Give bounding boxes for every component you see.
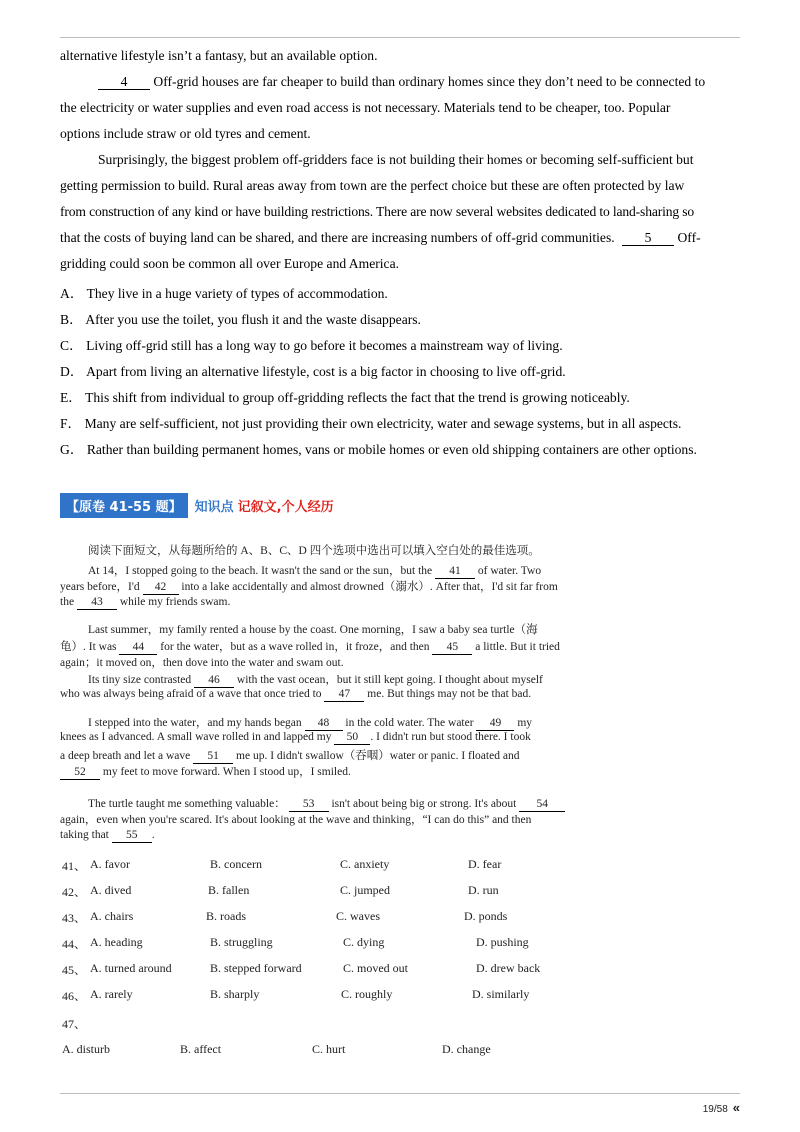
passage-line bbox=[60, 230, 701, 246]
cloze-line: Last summer，my family rented a house by the coast. One morning，I saw a baby sea turtle（海 bbox=[88, 624, 538, 636]
question-42: 42、 bbox=[62, 885, 87, 899]
cloze-line: who was always being afraid of a wave that once tried to 47 me. But things may not be that bad. bbox=[60, 688, 532, 700]
cloze-blank-46: 46 bbox=[194, 673, 234, 688]
option-c: C． Living off-grid still has a long way to go before it becomes a mainstream way of living. bbox=[60, 338, 563, 353]
choice-45-b[interactable]: B. stepped forward bbox=[210, 961, 302, 975]
choice-47-b[interactable]: B. affect bbox=[180, 1042, 222, 1056]
question-43: 43、 bbox=[62, 911, 87, 925]
choice-42-b[interactable]: B. fallen bbox=[208, 883, 250, 897]
choice-41-d[interactable]: D. fear bbox=[468, 857, 502, 871]
question-44: 44、 bbox=[62, 937, 87, 951]
passage-text: Off- bbox=[677, 230, 701, 245]
option-d: D． Apart from living an alternative lifestyle, cost is a big factor in choosing to live off-grid. bbox=[60, 364, 566, 379]
cloze-line: the 43 while my friends swam. bbox=[60, 596, 231, 608]
bottom-rule bbox=[60, 1093, 740, 1094]
knowledge-label: 知识点 bbox=[194, 500, 234, 515]
choice-45-d[interactable]: D. drew back bbox=[476, 961, 541, 975]
option-f: F． Many are self-sufficient, not just providing their own electricity, water and sewage systems, but in all aspects. bbox=[60, 416, 682, 431]
question-46: 46、 bbox=[62, 989, 87, 1003]
choice-47-d[interactable]: D. change bbox=[442, 1042, 491, 1056]
choice-43-c[interactable]: C. waves bbox=[336, 909, 380, 923]
cloze-line: 龟）. It was 44 for the water，but as a wave rolled in，it froze，and then 45 a little. But it tried bbox=[60, 641, 560, 653]
choice-43-a[interactable]: A. chairs bbox=[90, 909, 134, 923]
knowledge-value: 记叙文,个人经历 bbox=[237, 500, 334, 515]
choice-45-c[interactable]: C. moved out bbox=[343, 961, 408, 975]
top-rule bbox=[60, 37, 740, 38]
passage-line bbox=[60, 74, 705, 90]
choice-46-a[interactable]: A. rarely bbox=[90, 987, 133, 1001]
option-e: E． This shift from individual to group off-gridding reflects the fact that the trend is growing noticeably. bbox=[60, 390, 630, 405]
choice-45-a[interactable]: A. turned around bbox=[90, 961, 172, 975]
choice-42-c[interactable]: C. jumped bbox=[340, 883, 390, 897]
choice-44-d[interactable]: D. pushing bbox=[476, 935, 529, 949]
choice-44-a[interactable]: A. heading bbox=[90, 935, 143, 949]
choice-44-c[interactable]: C. dying bbox=[343, 935, 385, 949]
passage-line: options include straw or old tyres and cement. bbox=[60, 126, 311, 141]
cloze-blank-54: 54 bbox=[519, 797, 565, 812]
cloze-line: At 14，I stopped going to the beach. It wasn't the sand or the sun，but the 41 of water. Two bbox=[88, 565, 542, 577]
choice-42-a[interactable]: A. dived bbox=[90, 883, 132, 897]
cloze-instruction: 阅读下面短文，从每题所给的 A、B、C、D 四个选项中选出可以填入空白处的最佳选项。 bbox=[88, 545, 540, 557]
option-g: G． Rather than building permanent homes, vans or mobile homes or even old shipping containers are other options. bbox=[60, 442, 697, 457]
cloze-blank-41: 41 bbox=[435, 564, 475, 579]
choice-44-b[interactable]: B. struggling bbox=[210, 935, 273, 949]
previous-page-icon[interactable]: « bbox=[732, 1100, 740, 1115]
choice-41-a[interactable]: A. favor bbox=[90, 857, 130, 871]
cloze-line: again；it moved on，then dove into the water and swam out. bbox=[60, 657, 344, 669]
question-47: 47、 bbox=[62, 1017, 87, 1031]
cloze-blank-53: 53 bbox=[289, 797, 329, 812]
cloze-blank-45: 45 bbox=[432, 640, 472, 655]
choice-46-c[interactable]: C. roughly bbox=[341, 987, 393, 1001]
choice-47-a[interactable]: A. disturb bbox=[62, 1042, 110, 1056]
page-footer bbox=[703, 1100, 740, 1115]
cloze-blank-52: 52 bbox=[60, 765, 100, 780]
section-header bbox=[60, 493, 334, 518]
cloze-line: years before，I'd 42 into a lake accidentally and almost drowned（溺水）. After that，I'd sit far from bbox=[60, 581, 558, 593]
passage-text: Off-grid houses are far cheaper to build than ordinary homes since they don’t need to be connected to bbox=[153, 74, 706, 89]
passage-line: gridding could soon be common all over Europe and America. bbox=[60, 256, 400, 271]
passage-line: alternative lifestyle isn’t a fantasy, but an available option. bbox=[60, 48, 378, 63]
question-41: 41、 bbox=[62, 859, 87, 873]
passage-text: that the costs of buying land can be shared, and there are increasing numbers of off-grid communities. bbox=[60, 230, 615, 245]
page-number: 19/58 bbox=[702, 1104, 728, 1115]
cloze-blank-51: 51 bbox=[193, 749, 233, 764]
cloze-line: 52 my feet to move forward. When I stood up，I smiled. bbox=[60, 763, 351, 780]
choice-46-d[interactable]: D. similarly bbox=[472, 987, 530, 1001]
option-b: B． After you use the toilet, you flush it and the waste disappears. bbox=[60, 312, 421, 327]
cloze-blank-42: 42 bbox=[143, 580, 179, 595]
choice-43-b[interactable]: B. roads bbox=[206, 909, 246, 923]
cloze-line: Its tiny size contrasted 46 with the vast ocean，but it still kept going. I thought about myself bbox=[88, 674, 543, 686]
choice-43-d[interactable]: D. ponds bbox=[464, 909, 508, 923]
answer-blank-4: 4 bbox=[98, 75, 150, 90]
section-tag: 【原卷 41-55 题】 bbox=[60, 493, 188, 518]
question-45: 45、 bbox=[62, 963, 87, 977]
cloze-blank-49: 49 bbox=[476, 716, 514, 731]
choice-47-c[interactable]: C. hurt bbox=[312, 1042, 346, 1056]
answer-blank-5: 5 bbox=[622, 231, 674, 246]
cloze-blank-47: 47 bbox=[324, 687, 364, 702]
choice-46-b[interactable]: B. sharply bbox=[210, 987, 260, 1001]
option-a: A． They live in a huge variety of types of accommodation. bbox=[60, 286, 388, 301]
choice-41-b[interactable]: B. concern bbox=[210, 857, 262, 871]
cloze-blank-50: 50 bbox=[334, 730, 370, 745]
passage-line: Surprisingly, the biggest problem off-gridders face is not building their homes or becoming self-sufficient but bbox=[98, 152, 694, 167]
cloze-blank-55: 55 bbox=[112, 828, 152, 843]
cloze-line: taking that 55 . bbox=[60, 829, 155, 841]
passage-line: the electricity or water supplies and even road access is not necessary. Materials tend to be cheaper, too. Popular bbox=[60, 100, 671, 115]
cloze-line: knees as I advanced. A small wave rolled in and lapped my 50 . I didn't run but stood there. I took bbox=[60, 731, 531, 743]
choice-42-d[interactable]: D. run bbox=[468, 883, 499, 897]
cloze-line: again，even when you're scared. It's about looking at the wave and thinking，“I can do this” and then bbox=[60, 814, 532, 826]
cloze-line: a deep breath and let a wave 51 me up. I didn't swallow（吞咽）water or panic. I floated and bbox=[60, 750, 520, 762]
cloze-blank-48: 48 bbox=[305, 716, 343, 731]
cloze-blank-43: 43 bbox=[77, 595, 117, 610]
choice-41-c[interactable]: C. anxiety bbox=[340, 857, 390, 871]
cloze-line: The turtle taught me something valuable： 53 isn't about being big or strong. It's about 54 bbox=[88, 795, 565, 812]
passage-line: getting permission to build. Rural areas away from town are the perfect choice but these are often protected by law bbox=[60, 178, 685, 193]
passage-line: from construction of any kind or have building restrictions. There are now several websites dedicated to land-sharing so bbox=[60, 204, 695, 219]
cloze-line: I stepped into the water，and my hands began 48 in the cold water. The water 49 my bbox=[88, 717, 533, 729]
cloze-blank-44: 44 bbox=[119, 640, 157, 655]
